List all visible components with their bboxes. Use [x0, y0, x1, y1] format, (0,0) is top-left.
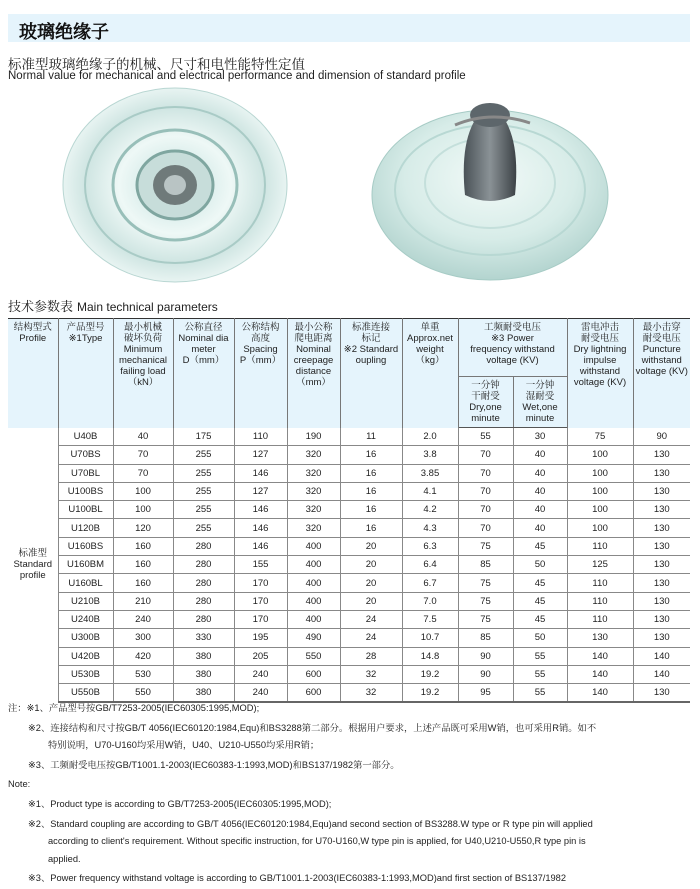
value-cell: 240 — [234, 684, 287, 702]
note-en-2a: ※2、Standard coupling are according to GB/T 4056(IEC60120:1984,Equ)and second section of BS3288.W type or R type pin will applied — [28, 818, 593, 829]
value-cell: 127 — [234, 446, 287, 464]
value-cell: 140 — [633, 665, 690, 683]
profile-label: Standard — [13, 559, 53, 571]
value-cell: 75 — [458, 537, 513, 555]
value-cell: 255 — [173, 464, 234, 482]
value-cell: 4.2 — [402, 501, 458, 519]
value-cell: 20 — [340, 574, 402, 592]
header-line: weight — [416, 344, 444, 355]
value-cell: 130 — [633, 501, 690, 519]
value-cell: 320 — [287, 519, 340, 537]
value-cell: 6.3 — [402, 537, 458, 555]
header-weight — [402, 319, 458, 428]
header-line: 最小机械 — [123, 322, 162, 333]
type-cell: U70BL — [58, 464, 113, 482]
value-cell: 320 — [287, 482, 340, 500]
table-row — [8, 428, 690, 446]
value-cell: 550 — [113, 684, 173, 702]
type-cell: U550B — [58, 684, 113, 702]
header-diameter — [173, 319, 234, 428]
value-cell: 20 — [340, 556, 402, 574]
value-cell: 3.85 — [402, 464, 458, 482]
value-cell: 146 — [234, 537, 287, 555]
value-cell: 19.2 — [402, 665, 458, 683]
header-line: Wet,one — [522, 402, 558, 413]
note-cn-1 — [8, 699, 596, 719]
type-cell: U160BS — [58, 537, 113, 555]
value-cell: 380 — [173, 684, 234, 702]
value-cell: 130 — [633, 537, 690, 555]
profile-label: 标准型 — [18, 548, 47, 560]
value-cell: 28 — [340, 647, 402, 665]
value-cell: 50 — [513, 556, 567, 574]
section-title-cn: 技术参数表 — [8, 299, 74, 314]
value-cell: 70 — [458, 501, 513, 519]
note-cn-1-text: ※1、产品型号按GB/T7253-2005(IEC60305:1995,MOD); — [26, 703, 260, 713]
table-row — [8, 647, 690, 665]
header-line: ※2 Standard — [343, 344, 399, 355]
value-cell: 7.0 — [402, 592, 458, 610]
value-cell: 40 — [513, 519, 567, 537]
header-line: （mm） — [296, 377, 331, 388]
header-line: 产品型号 — [66, 322, 105, 333]
header-line: meter — [191, 344, 216, 355]
value-cell: 380 — [173, 665, 234, 683]
header-line: Dry,one — [469, 402, 502, 413]
header-line: ※1Type — [68, 333, 103, 344]
value-cell: 130 — [633, 574, 690, 592]
note-cn-prefix: 注： — [8, 703, 27, 713]
value-cell: 45 — [513, 574, 567, 592]
note-cn-3: ※3、工频耐受电压按GB/T1001.1-2003(IEC60383-1:1993,MOD)和BS137/1982第一部分。 — [28, 759, 400, 770]
value-cell: 110 — [234, 428, 287, 446]
header-spacing — [234, 319, 287, 428]
value-cell: 130 — [633, 629, 690, 647]
header-profile — [8, 319, 58, 428]
value-cell: 40 — [113, 428, 173, 446]
type-cell: U420B — [58, 647, 113, 665]
value-cell: 100 — [567, 501, 633, 519]
value-cell: 70 — [458, 464, 513, 482]
value-cell: 45 — [513, 537, 567, 555]
technical-parameters-table — [8, 318, 690, 703]
header-line: D（mm） — [182, 355, 225, 366]
value-cell: 127 — [234, 482, 287, 500]
note-en-2c: applied. — [48, 853, 81, 864]
value-cell: 55 — [513, 647, 567, 665]
value-cell: 160 — [113, 537, 173, 555]
section-heading — [8, 296, 218, 315]
profile-cell — [8, 428, 58, 702]
value-cell: 100 — [567, 482, 633, 500]
value-cell: 4.3 — [402, 519, 458, 537]
value-cell: 130 — [633, 684, 690, 702]
header-line: Puncture — [642, 344, 681, 355]
value-cell: 14.8 — [402, 647, 458, 665]
header-line: Minimum — [123, 344, 163, 355]
value-cell: 6.7 — [402, 574, 458, 592]
type-cell: U300B — [58, 629, 113, 647]
table-row — [8, 556, 690, 574]
value-cell: 95 — [458, 684, 513, 702]
value-cell: 4.1 — [402, 482, 458, 500]
header-line: withstand — [641, 355, 682, 366]
type-cell: U240B — [58, 610, 113, 628]
value-cell: 255 — [173, 501, 234, 519]
header-line: creepage — [293, 355, 334, 366]
value-cell: 550 — [287, 647, 340, 665]
type-cell: U160BM — [58, 556, 113, 574]
header-line: P（mm） — [239, 355, 282, 366]
value-cell: 146 — [234, 519, 287, 537]
value-cell: 146 — [234, 501, 287, 519]
value-cell: 100 — [113, 482, 173, 500]
value-cell: 10.7 — [402, 629, 458, 647]
header-line: 雷电冲击 — [580, 322, 619, 333]
value-cell: 85 — [458, 629, 513, 647]
header-line: minute — [471, 413, 500, 424]
value-cell: 11 — [340, 428, 402, 446]
header-line: 公称结构 — [241, 322, 280, 333]
header-lightning — [567, 319, 633, 428]
value-cell: 16 — [340, 446, 402, 464]
value-cell: 600 — [287, 665, 340, 683]
header-line: failing load — [120, 366, 166, 377]
value-cell: 100 — [567, 446, 633, 464]
value-cell: 100 — [113, 501, 173, 519]
header-line: 湿耐受 — [525, 391, 555, 402]
value-cell: 400 — [287, 610, 340, 628]
value-cell: 140 — [633, 647, 690, 665]
header-line: distance — [295, 366, 332, 377]
value-cell: 170 — [234, 610, 287, 628]
value-cell: 490 — [287, 629, 340, 647]
note-en-1: ※1、Product type is according to GB/T7253-2005(IEC60305:1995,MOD); — [28, 798, 332, 809]
value-cell: 130 — [633, 464, 690, 482]
header-line: 破坏负荷 — [123, 333, 162, 344]
type-cell: U210B — [58, 592, 113, 610]
header-line: 结构型式 — [13, 322, 52, 333]
value-cell: 400 — [287, 592, 340, 610]
value-cell: 380 — [173, 647, 234, 665]
value-cell: 16 — [340, 464, 402, 482]
value-cell: 110 — [567, 537, 633, 555]
value-cell: 100 — [567, 519, 633, 537]
value-cell: 400 — [287, 537, 340, 555]
header-line: Nominal dia — [178, 333, 229, 344]
header-line: withstand — [579, 366, 621, 377]
header-line: 耐受电压 — [580, 333, 619, 344]
value-cell: 255 — [173, 519, 234, 537]
value-cell: 320 — [287, 501, 340, 519]
section-title-en: Main technical parameters — [77, 300, 218, 314]
value-cell: 75 — [458, 592, 513, 610]
value-cell: 130 — [633, 556, 690, 574]
value-cell: 400 — [287, 574, 340, 592]
value-cell: 70 — [458, 519, 513, 537]
header-line: （kg） — [415, 355, 445, 366]
header-line: 工频耐受电压 — [483, 322, 541, 333]
header-line: Dry lightning — [573, 344, 627, 355]
header-line: oupling — [355, 355, 387, 366]
value-cell: 400 — [287, 556, 340, 574]
header-line: 标记 — [361, 333, 381, 344]
value-cell: 75 — [458, 610, 513, 628]
header-line: frequency withstand — [470, 344, 555, 355]
value-cell: 175 — [173, 428, 234, 446]
value-cell: 140 — [567, 684, 633, 702]
page-title: 玻璃绝缘子 — [19, 22, 109, 42]
table-row — [8, 501, 690, 519]
value-cell: 280 — [173, 574, 234, 592]
value-cell: 120 — [113, 519, 173, 537]
table-row — [8, 482, 690, 500]
note-en-2b: according to client's requirement. Without specific instruction, for U70-U160,W type pin is applied, for U40,U210-U550,R type pin is — [48, 836, 586, 847]
value-cell: 30 — [513, 428, 567, 446]
value-cell: 420 — [113, 647, 173, 665]
header-line: Spacing — [243, 344, 278, 355]
value-cell: 320 — [287, 464, 340, 482]
value-cell: 530 — [113, 665, 173, 683]
type-cell: U70BS — [58, 446, 113, 464]
value-cell: 130 — [633, 592, 690, 610]
note-en-3: ※3、Power frequency withstand voltage is according to GB/T1001.1-2003(IEC60383-1:1993,MOD)and first section of BS137/1982 — [28, 873, 567, 884]
note-cn-2b: 特别说明，U70-U160均采用W销，U40、U210-U550均采用R销； — [48, 740, 320, 751]
header-line: voltage (KV) — [486, 355, 539, 366]
header-type — [58, 319, 113, 428]
header-puncture — [633, 319, 690, 428]
value-cell: 3.8 — [402, 446, 458, 464]
value-cell: 16 — [340, 482, 402, 500]
value-cell: 45 — [513, 610, 567, 628]
value-cell: 280 — [173, 556, 234, 574]
value-cell: 146 — [234, 464, 287, 482]
value-cell: 20 — [340, 537, 402, 555]
header-line: 最小公称 — [294, 322, 333, 333]
value-cell: 24 — [340, 610, 402, 628]
header-line: 最小击穿 — [642, 322, 681, 333]
header-power-frequency — [458, 319, 567, 377]
header-line: 一分钟 — [471, 380, 500, 391]
header-line: mechanical — [118, 355, 168, 366]
notes — [8, 699, 596, 889]
value-cell: 210 — [113, 592, 173, 610]
table-row — [8, 464, 690, 482]
subtitle-cn: 标准型玻璃绝缘子的机械、尺寸和电性能特性定值 — [8, 57, 305, 72]
profile-label: profile — [19, 570, 46, 582]
value-cell: 600 — [287, 684, 340, 702]
value-cell: 195 — [234, 629, 287, 647]
value-cell: 130 — [633, 482, 690, 500]
header-line: 单重 — [420, 322, 440, 333]
header-line: Profile — [19, 333, 47, 344]
value-cell: 140 — [567, 647, 633, 665]
value-cell: 155 — [234, 556, 287, 574]
table-row — [8, 574, 690, 592]
value-cell: 90 — [458, 647, 513, 665]
header-line: 耐受电压 — [642, 333, 681, 344]
header-line: 干耐受 — [471, 391, 500, 402]
value-cell: 2.0 — [402, 428, 458, 446]
value-cell: 130 — [633, 446, 690, 464]
type-cell: U100BS — [58, 482, 113, 500]
value-cell: 32 — [340, 665, 402, 683]
value-cell: 40 — [513, 482, 567, 500]
value-cell: 16 — [340, 501, 402, 519]
header-line: 一分钟 — [525, 380, 555, 391]
header-dry — [458, 377, 513, 428]
value-cell: 130 — [567, 629, 633, 647]
header-line: voltage (KV) — [635, 366, 688, 377]
note-en-prefix: Note: — [8, 779, 31, 790]
value-cell: 55 — [513, 665, 567, 683]
value-cell: 140 — [567, 665, 633, 683]
value-cell: 32 — [340, 684, 402, 702]
value-cell: 50 — [513, 629, 567, 647]
header-line: Approx.net — [407, 333, 453, 344]
value-cell: 90 — [458, 665, 513, 683]
note-cn-2a: ※2、连接结构和尺寸按GB/T 4056(IEC60120:1984,Equ)和BS3288第二部分。根据用户要求，上述产品既可采用W销，也可采用R销。如不 — [28, 722, 597, 733]
value-cell: 280 — [173, 537, 234, 555]
header-line: 标准连接 — [351, 322, 390, 333]
insulator-top-view-image — [60, 85, 290, 285]
value-cell: 55 — [458, 428, 513, 446]
value-cell: 300 — [113, 629, 173, 647]
value-cell: 70 — [458, 446, 513, 464]
value-cell: 240 — [113, 610, 173, 628]
type-cell: U120B — [58, 519, 113, 537]
header-line: Nominal — [296, 344, 331, 355]
header-line: minute — [525, 413, 555, 424]
value-cell: 255 — [173, 446, 234, 464]
header-line: ※3 Power — [491, 333, 534, 344]
value-cell: 280 — [173, 592, 234, 610]
value-cell: 205 — [234, 647, 287, 665]
value-cell: 70 — [458, 482, 513, 500]
table-row — [8, 446, 690, 464]
type-cell: U40B — [58, 428, 113, 446]
value-cell: 160 — [113, 556, 173, 574]
type-cell: U160BL — [58, 574, 113, 592]
header-line: voltage (KV) — [573, 377, 627, 388]
type-cell: U100BL — [58, 501, 113, 519]
value-cell: 55 — [513, 684, 567, 702]
header-line: 爬电距离 — [294, 333, 333, 344]
value-cell: 45 — [513, 592, 567, 610]
header-wet — [513, 377, 567, 428]
value-cell: 170 — [234, 592, 287, 610]
value-cell: 70 — [113, 464, 173, 482]
subtitle-en: Normal value for mechanical and electrical performance and dimension of standard profile — [8, 70, 466, 82]
value-cell: 280 — [173, 610, 234, 628]
type-cell: U530B — [58, 665, 113, 683]
value-cell: 20 — [340, 592, 402, 610]
value-cell: 330 — [173, 629, 234, 647]
value-cell: 75 — [567, 428, 633, 446]
table-row — [8, 537, 690, 555]
value-cell: 190 — [287, 428, 340, 446]
value-cell: 6.4 — [402, 556, 458, 574]
table-row — [8, 519, 690, 537]
value-cell: 7.5 — [402, 610, 458, 628]
table-row — [8, 592, 690, 610]
value-cell: 19.2 — [402, 684, 458, 702]
value-cell: 110 — [567, 610, 633, 628]
value-cell: 125 — [567, 556, 633, 574]
value-cell: 240 — [234, 665, 287, 683]
value-cell: 40 — [513, 464, 567, 482]
insulator-side-view-image — [365, 85, 615, 285]
header-line: impulse — [583, 355, 617, 366]
table-row — [8, 610, 690, 628]
header-line: （kN） — [127, 377, 159, 388]
value-cell: 16 — [340, 519, 402, 537]
header-creepage — [287, 319, 340, 428]
table-row — [8, 629, 690, 647]
value-cell: 110 — [567, 592, 633, 610]
value-cell: 40 — [513, 501, 567, 519]
value-cell: 255 — [173, 482, 234, 500]
value-cell: 130 — [633, 519, 690, 537]
value-cell: 160 — [113, 574, 173, 592]
value-cell: 40 — [513, 446, 567, 464]
value-cell: 130 — [633, 610, 690, 628]
value-cell: 170 — [234, 574, 287, 592]
header-line: 公称直径 — [184, 322, 223, 333]
value-cell: 110 — [567, 574, 633, 592]
value-cell: 70 — [113, 446, 173, 464]
value-cell: 85 — [458, 556, 513, 574]
header-line: 高度 — [250, 333, 270, 344]
table-row — [8, 665, 690, 683]
value-cell: 75 — [458, 574, 513, 592]
value-cell: 90 — [633, 428, 690, 446]
value-cell: 320 — [287, 446, 340, 464]
header-load — [113, 319, 173, 428]
header-coupling — [340, 319, 402, 428]
title-bar — [8, 14, 690, 42]
value-cell: 24 — [340, 629, 402, 647]
value-cell: 100 — [567, 464, 633, 482]
